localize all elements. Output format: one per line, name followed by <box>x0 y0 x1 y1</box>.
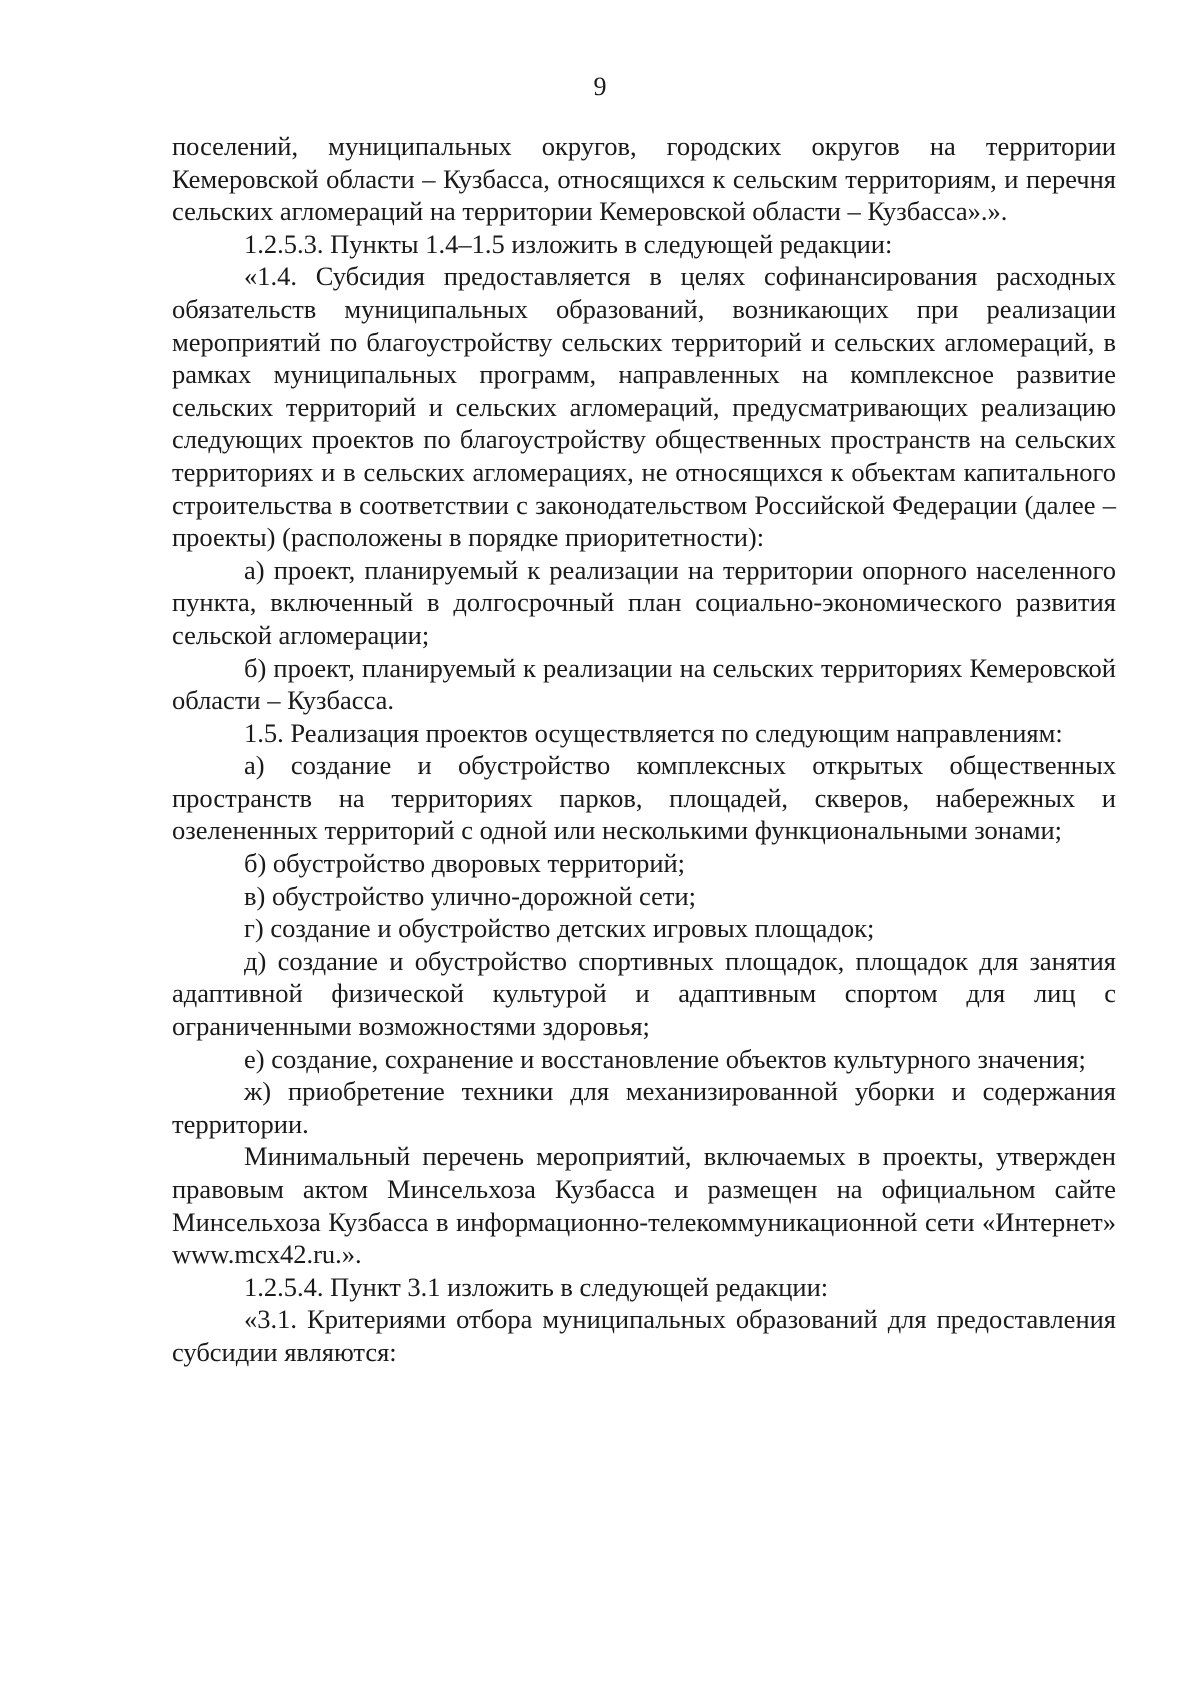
paragraph-item-3-1: «3.1. Критериями отбора муниципальных образований для предоставления субсидии являются: <box>172 1304 1116 1367</box>
paragraph-continuation: поселений, муниципальных округов, городских округов на территории Кемеровской области – Кузбасса, относящихся к сельским территориям, и перечня сельских агломераций на территории Кемеровской области – Кузбасса».». <box>172 131 1116 227</box>
paragraph-item-1-5-a: а) создание и обустройство комплексных открытых общественных пространств на территориях парков, площадей, скверов, набережных и озелененных территорий с одной или несколькими функциональными зонами; <box>172 750 1116 846</box>
paragraph-minimal-list: Минимальный перечень мероприятий, включаемых в проекты, утвержден правовым актом Минсельхоза Кузбасса и размещен на официальном сайте Минсельхоза Кузбасса в информационно-телекоммуникационной сети «Интернет» www.mcx42.ru.». <box>172 1141 1116 1270</box>
paragraph-item-1-4-b: б) проект, планируемый к реализации на сельских территориях Кемеровской области – Кузбасса. <box>172 652 1116 716</box>
page-number: 9 <box>593 72 607 101</box>
paragraph-item-1-5-e: е) создание, сохранение и восстановление объектов культурного значения; <box>244 1043 1086 1074</box>
paragraph-clause-1-2-5-3: 1.2.5.3. Пункты 1.4–1.5 изложить в следующей редакции: <box>244 228 893 259</box>
paragraph-item-1-5: 1.5. Реализация проектов осуществляется по следующим направлениям: <box>244 717 1063 748</box>
document-body <box>172 130 1116 1369</box>
paragraph-item-1-5-d: д) создание и обустройство спортивных площадок, площадок для занятия адаптивной физической культурой и адаптивным спортом для лиц с ограниченными возможностями здоровья; <box>172 945 1116 1042</box>
paragraph-item-1-5-b: б) обустройство дворовых территорий; <box>244 848 686 879</box>
paragraph-item-1-5-zh: ж) приобретение техники для механизированной уборки и содержания территории. <box>172 1076 1116 1139</box>
paragraph-item-1-4: «1.4. Субсидия предоставляется в целях софинансирования расходных обязательств муниципальных образований, возникающих при реализации мероприятий по благоустройству сельских территорий и сельских агломераций, в рамках муниципальных программ, направленных на комплексное развитие сельских территорий и сельских агломераций, предусматривающих реализацию следующих проектов по благоустройству общественных пространств на сельских территориях и в сельских агломерациях, не относящихся к объектам капитального строительства в соответствии с законодательством Российской Федерации (далее – проекты) (расположены в порядке приоритетности): <box>172 261 1116 553</box>
paragraph-item-1-5-g: г) создание и обустройство детских игровых площадок; <box>244 913 875 944</box>
paragraph-item-1-5-v: в) обустройство улично-дорожной сети; <box>244 880 697 911</box>
paragraph-item-1-4-a: а) проект, планируемый к реализации на территории опорного населенного пункта, включенный в долгосрочный план социально-экономического развития сельской агломерации; <box>172 554 1116 650</box>
paragraph-clause-1-2-5-4: 1.2.5.4. Пункт 3.1 изложить в следующей редакции: <box>244 1271 829 1302</box>
